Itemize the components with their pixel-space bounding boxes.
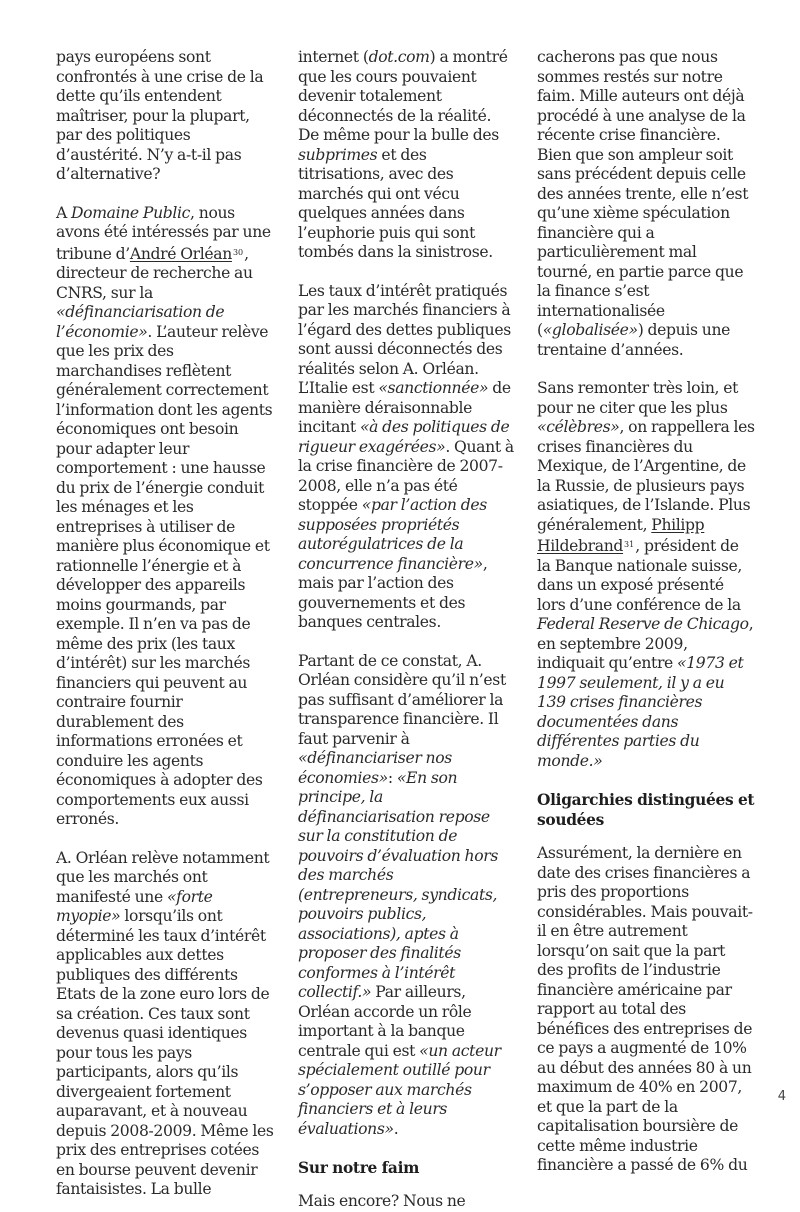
link-andre-orlean[interactable]: André Orléan — [129, 244, 232, 263]
page-number: 4 — [777, 1089, 786, 1104]
paragraph: Les taux d’intérêt pratiqués par les marchés financiers à l’égard des dettes publiques sont aussi déconnectés des réalités selon A. Orléan. L’Italie est «sanctionnée» de manière déraisonnable incitant «à des politiques de rigueur exagérées». Quant à la crise financière de 2007-2008, elle n’a pas été stoppée «par l’action des supposées propriétés autorégulatrices de la concurrence financière», mais par l’action des gouvernements et des banques centrales. — [298, 281, 514, 631]
paragraph: cacherons pas que nous sommes restés sur notre faim. Mille auteurs ont déjà procédé à une analyse de la récente crise financière. Bien que son ampleur soit sans précédent depuis celle des années trente, elle n’est qu’une xième spéculation financière qui a particulièrement mal tourné, en partie parce que la finance s’est internationalisée («globalisée») depuis une trentaine d’années. — [537, 48, 749, 359]
section-heading: Oligarchies distinguées et soudées — [537, 791, 755, 829]
paragraph: Assurément, la dernière en date des crises financières a pris des proportions considérables. Mais pouvait-il en être autrement lorsqu’on sait que la part des profits de l’industrie financière américaine par rapport au total des bénéfices des entreprises de ce pays a augmenté de 10% au début des années 80 à un maximum de 40% en 2007, et que la part de la capitalisation boursière de cette même industrie financière a passé de 6% du — [537, 844, 753, 1174]
section-heading: Sur notre faim — [298, 1159, 420, 1177]
paragraph: Partant de ce constat, A. Orléan considère qu’il n’est pas suffisant d’améliorer la transparence financière. Il faut parvenir à «définanciariser nos économies»: «En son principe, la définanciarisation repose sur la constitution de pouvoirs d’évaluation hors des marchés (entrepreneurs, syndicats, pouvoirs publics, associations), aptes à proposer des finalités conformes à l’intérêt collectif.» Par ailleurs, Orléan accorde un rôle important à la banque centrale qui est «un acteur spécialement outillé pour s’opposer aux marchés financiers et à leurs évaluations». — [298, 651, 506, 1138]
link-philipp-hildebrand[interactable]: Philipp Hildebrand — [537, 515, 705, 555]
paragraph: pays européens sont confrontés à une crise de la dette qu’ils entendent maîtriser, pour la plupart, par des politiques d’austérité. N’y a-t-il pas d’alternative? — [56, 48, 264, 183]
paragraph: A Domaine Public, nous avons été intéressés par une tribune d’André Orléan$^{30}$, directeur de recherche au CNRS, sur la «définanciarisation de l’économie». L’auteur relève que les prix des marchandises reflètent généralement correctement l’information dont les agents économiques ont besoin pour adapter leur comportement : une hausse du prix de l’énergie conduit les ménages et les entreprises à utiliser de manière plus économique et rationnelle l’énergie et à développer des appareils moins gourmands, par exemple. Il n’en va pas de même des prix (les taux d’intérêt) sur les marchés financiers qui peuvent au contraire fournir durablement des informations erronées et conduire les agents économiques à adopter des comportements eux aussi erronés. — [56, 203, 273, 828]
column-3 — [537, 48, 755, 1176]
paragraph: Sans remonter très loin, et pour ne citer que les plus «célèbres», on rappellera les crises financières du Mexique, de l’Argentine, de la Russie, de plusieurs pays asiatiques, de l’Islande. Plus généralement, Philipp Hildebrand$^{31}$, président de la Banque nationale suisse, dans un exposé présenté lors d’une conférence de la Federal Reserve de Chicago, en septembre 2009, indiquait qu’entre «1973 et 1997 seulement, il y a eu 139 crises financières documentées dans différentes parties du monde.» — [537, 379, 755, 770]
paragraph: A. Orléan relève notamment que les marchés ont manifesté une «forte myopie» lorsqu’ils ont déterminé les taux d’intérêt applicables aux dettes publiques des différents Etats de la zone euro lors de sa création. Ces taux sont devenus quasi identiques pour tous les pays participants, alors qu’ils divergeaient fortement auparavant, et à nouveau depuis 2008-2009. Même les prix des entreprises cotées en bourse peuvent devenir fantaisistes. La bulle — [56, 848, 274, 1198]
footnote-ref[interactable]: 30 — [232, 247, 244, 257]
paragraph: Mais encore? Nous ne — [298, 1192, 466, 1210]
footnote-ref[interactable]: 31 — [624, 540, 635, 549]
publication-name: Domaine Public — [71, 203, 191, 222]
paragraph: internet (dot.com) a montré que les cours pouvaient devenir totalement déconnectés de la réalité. De même pour la bulle des subprimes et des titrisations, avec des marchés qui ont vécu quelques années dans l’euphorie puis qui sont tombés dans la sinistrose. — [298, 48, 508, 261]
column-1 — [56, 48, 274, 1200]
column-2 — [298, 48, 516, 1212]
